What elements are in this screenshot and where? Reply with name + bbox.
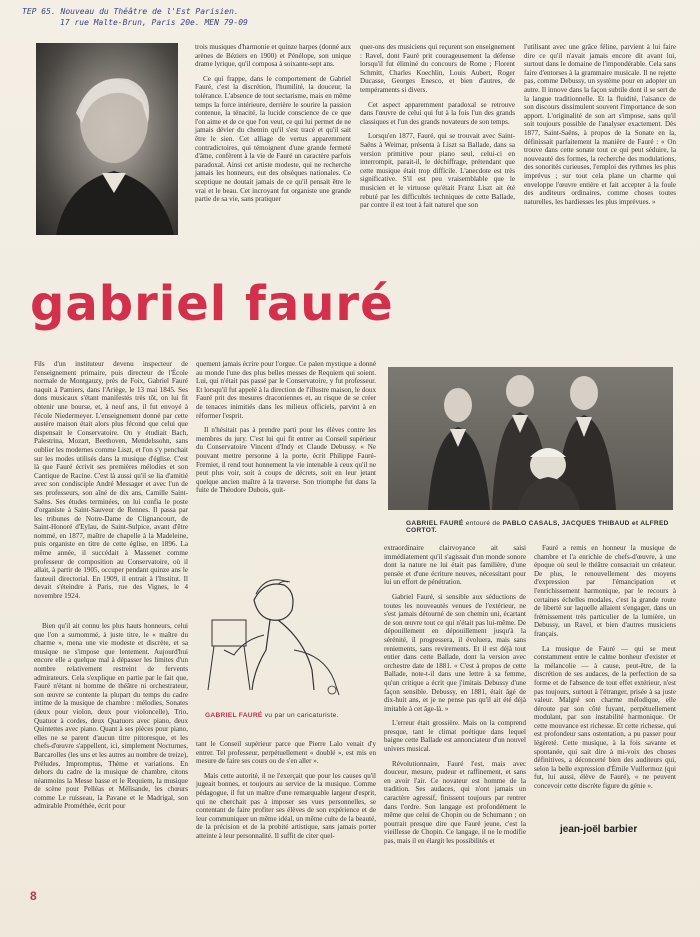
bottom-column-3a: [384, 544, 526, 852]
paragraph: La musique de Fauré — qui se meut constamment entre le calme bonheur d'exister et la mélancolie — à cause, peut-être, de la discrétion de ses audaces, de la perfection de sa forme et de l'absence de tout effet extérieur, n'est pas toujours, surtout à l'étranger, prisée à sa juste valeur. Malgré son charme mélodique, elle déroute par son côté fuyant, perpétuellement modulant, par son instabilité harmonique. Or cette mouvance est richesse. Et cette richesse, qui est profondeur sans ostentation, a pu passer pour légèreté. Cette musique, à la fois savante et spontanée, qui sait dire à mi-voix des choses définitives, a déconcerté bien des auditeurs qui, selon la belle expression d'Émile Vuillermoz (qui fut, lui aussi, élève de Fauré), « ne peuvent concevoir cette discrète figure du génie ».: [534, 644, 676, 791]
caption-text: entouré de: [465, 520, 501, 527]
caption-text: vu par un caricaturiste.: [264, 712, 339, 719]
caption-name: GABRIEL FAURÉ: [205, 712, 263, 719]
paragraph: trois musiques d'harmonie et quinze harpes (donné aux arènes de Béziers en 1900) et Pénélope, son unique drame lyrique, qu'il composa à soixante-sept ans.: [195, 43, 351, 69]
paragraph: l'utilisant avec une grâce féline, parvient à lui faire dire ce qu'il n'avait jamais encore dit avant lui, surtout dans le domaine de l'impondérable. Cela sans faire d'entorses à la grammaire musicale. Il ne rejette pas, comme Debussy, un système pour en adopter un autre. Il innove dans la façon subtile dont il se sert de la langue traditionnelle. Et la fluidité, l'aisance de son discours dissimulent souvent l'importance de son apport. L'originalité de son art s'impose, sans qu'il soit toujours possible de l'analyser exactement. Dès 1877, Saint-Saëns, à propos de la Sonate en la, définissait parfaitement la manière de Fauré : « On trouve dans cette sonate tout ce qui peut séduire, la nouveauté des formes, la recherche des modulations, des sonorités curieuses, l'emploi des rythmes les plus imprévus ; sur tout cela plane un charme qui enveloppe l'œuvre entière et fait accepter à la foule des auditeurs ordinaires, comme choses toutes naturelles, les hardiesses les plus imprévues. »: [524, 43, 676, 206]
bottom-column-1b: [34, 622, 188, 817]
paragraph: Révolutionnaire, Fauré l'est, mais avec douceur, mesure, pudeur et raffinement, et sans en avoir l'air. Ce novateur est homme de la tradition. Ses audaces, qui n'ont jamais un caractère agressif, finissent toujours par rentrer dans l'ordre. Son langage est profondément le même que celui de Chopin ou de Schumann ; on pourrait presque dire que Fauré jeune, c'est la vieillesse de Chopin. Ce langage, il ne le modifie pas, mais il en élargit les possibilités et: [384, 759, 526, 845]
paragraph: Cet aspect apparemment paradoxal se retrouve dans l'œuvre de celui qui fut à la fois l'un des grands classiques et l'un des grands novateurs de son temps.: [360, 100, 515, 126]
caption-people: PABLO CASALS, JACQUES THIBAUD et ALFRED CORTOT.: [406, 520, 669, 534]
paragraph: quer-ons des musiciens qui reçurent son enseignement : Ravel, dont Fauré prit courageusement la défense lorsqu'il fut éliminé du concours de Rome ; Florent Schmitt, Charles Koechlin, Louis Aubert, Roger Ducasse, Georges Enesco, et bien d'autres, de tempéraments si divers.: [360, 43, 515, 94]
paragraph: Ce qui frappe, dans le comportement de Gabriel Fauré, c'est la discrétion, l'humilité, la douceur, la tolérance. L'absence de tout sectarisme, mais en même temps la force intérieure, derrière le sourire la passion contenue, la ténacité, la lucide conscience de ce que l'on aime et de ce que l'on veut, ce qui lui permet de ne jamais dévier du chemin qu'il s'est tracé et qu'il sait être le sien. Cet alliage de vertus apparemment contradictoires, qui témoignent d'une grande fermeté d'âme, confèrent à la vie de Fauré un caractère parfois paradoxal. Ainsi cet artiste modeste, qui ne recherche jamais les honneurs, eut des obsèques nationales. Ce sceptique ne doutait jamais de ce qu'il pensait être le vrai et le beau. Cet incroyant fut organiste une grande partie de sa vie, sans pratiquer: [195, 74, 351, 204]
bottom-column-2a: [196, 360, 376, 501]
portrait-silhouette: [36, 43, 178, 235]
bottom-column-2b: [196, 740, 376, 847]
group-photo-figures: [388, 367, 673, 510]
caricature-illustration: [194, 560, 370, 706]
caption-name: GABRIEL FAURÉ: [406, 520, 464, 527]
handwritten-annotation-address: 17 rue Malte-Brun, Paris 20e. MEN 79-09: [60, 18, 248, 27]
paragraph: Gabriel Fauré, si sensible aux séductions de toutes les nouveautés venues de l'extérieur, ne s'est jamais détourné de son chemin uni, écartant de son œuvre tout ce qui n'était pas lui-même. De dépouillement en dépouillement jusqu'à la sérénité, il progressera, il évoluera, mais sans reniements, sans revirements. Et il est déjà tout entier dans cette Ballade, dont la version avec orchestre date de 1881. « C'est à propos de cette Ballade, note-t-il dans une lettre à sa femme, qu'un critique a écrit que j'imitais Debussy d'une façon sensible. Debussy, en 1881, était âgé de dix-huit ans, et je ne pense pas qu'il ait été déjà imitable à cet âge-là. »: [384, 592, 526, 713]
top-column-2: [360, 43, 515, 216]
paragraph: extraordinaire clairvoyance ait saisi immédiatement qu'il s'agissait d'un monde sonore dont la nature ne lui était pas familière, d'une pensée et d'une écriture neuves, nécessitant pour lui un effort de pénétration.: [384, 544, 526, 587]
cartoon-caption: [205, 712, 339, 719]
bottom-column-1a: [34, 360, 188, 607]
page-number: 8: [30, 889, 37, 903]
paragraph: Bien qu'il ait connu les plus hauts honneurs, celui que l'on a surnommé, à juste titre, le « maître du charme », mena une vie modeste et discrète, et sa musique ne s'impose que lentement. Aujourd'hui encore elle a quelque mal à dépasser les limites d'un nombre relativement restreint de fervents admirateurs. Cela s'explique en partie par le fait que, Fauré n'étant ni homme de théâtre ni orchestrateur, son œuvre se contente la plupart du temps du cadre intime de la musique de chambre : mélodies, Sonates (deux pour violon, deux pour violoncelle), Trio, Quatuor à cordes, deux Quatuors avec piano, deux Quintettes avec piano. Quant à ses pièces pour piano, elles ne se parent d'aucun titre pittoresque, et les chefs-d'œuvre s'appellent, ici, simplement Nocturnes, Barcarolles (les uns et les autres au nombre de treize), Préludes, Impromptus, Thème et variations. En dehors du cadre de la musique de chambre, citons néanmoins la Messe basse et le Requiem, la musique de scène pour Pelléas et Mélisande, les chœurs comme Le ruisseau, la Pavane et le Madrigal, son admirable Prométhée, écrit pour: [34, 622, 188, 811]
article-title: gabriel fauré: [30, 276, 394, 332]
paragraph: Mais cette autorité, il ne l'exerçait que pour les causes qu'il jugeait bonnes, et toujours au service de la musique. Comme pédagogue, il fut un maître d'une remarquable largeur d'esprit, qui ne cherchait pas à imposer ses vues personnelles, se contentant de faire profiter ses élèves de son expérience et de leur communiquer un même idéal, un même culte de la beauté, de la précision et de la probité artistique, sans jamais porter atteinte à leur personnalité. Il suffit de citer quel-: [196, 771, 376, 840]
handwritten-annotation: TEP 65. Nouveau du Théâtre de l'Est Parisien.: [22, 7, 239, 16]
top-column-1: [195, 43, 351, 210]
bottom-column-3b: [534, 544, 676, 797]
paragraph: Fils d'un instituteur devenu inspecteur de l'enseignement primaire, puis directeur de l'École normale de Montgauzy, près de Foix, Gabriel Fauré naquit à Pamiers, dans l'Ariège, le 13 mai 1845. Ses dons musicaux s'étant manifestés très tôt, on lui fit obtenir une bourse, et, à neuf ans, il fut envoyé à l'école Niedermeyer. L'enseignement donné par cette austère maison était alors plus fécond que celui que dispensait le Conservatoire. On y étudiait Bach, Palestrina, Mozart, Beethoven, Mendelssohn, sans oublier les modernes comme Liszt, et l'on s'y penchait sur les modes utilisés dans la musique d'église. C'est là que Fauré écrivit ses premières mélodies et son Cantique de Racine. C'est là aussi qu'il se lia d'amitié avec son condisciple André Messager et avec l'un de ses professeurs, son aîné de dix ans, Camille Saint-Saëns. Ses études terminées, on lui confia le poste d'organiste à Saint-Sauveur de Rennes. Il passa par les tribunes de Notre-Dame de Clignancourt, de Saint-Honoré d'Eylau, de Saint-Sulpice, avant d'être nommé, en 1877, maître de chapelle à la Madeleine, puis organiste en titre de cette église, en 1896. La même année, il succédait à Massenet comme professeur de composition au Conservatoire, où il allait, à partir de 1905, occuper pendant quinze ans le fauteuil directorial. En 1909, il entrait à l'Institut. Il devait s'éteindre à Paris, rue des Vignes, le 4 novembre 1924.: [34, 360, 188, 601]
group-photo: [388, 367, 673, 510]
group-photo-caption: [406, 520, 700, 534]
paragraph: Fauré a remis en honneur la musique de chambre et l'a enrichie de chefs-d'œuvre, à une époque où seul le théâtre consacrait un créateur. De plus, le renouvellement des moyens d'expression par l'émancipation et l'enrichissement harmonique, par le recours à certaines échelles modales, c'est la grande route de liberté sur laquelle allaient s'engager, dans un frémissement très particulier de la lumière, un Debussy, un Ravel, et bien d'autres musiciens français.: [534, 544, 676, 638]
top-column-3: [524, 43, 676, 212]
paragraph: quement jamais écrire pour l'orgue. Ce païen mystique a donné au monde l'une des plus belles messes de Requiem qui soient. Lui, qui n'était pas passé par le Conservatoire, y fut professeur. Et lorsqu'il fut appelé à la direction de l'illustre maison, le doux Fauré prit des mesures draconiennes et, au risque de se créer de tenaces inimitiés dans les milieux officiels, parvint à en réformer l'esprit.: [196, 360, 376, 420]
paragraph: L'erreur était grossière. Mais on la comprend presque, tant le climat poétique dans lequel baigne cette Ballade est annonciateur d'un nouvel univers musical.: [384, 719, 526, 754]
portrait-photo: [36, 43, 178, 235]
paragraph: Lorsqu'en 1877, Fauré, qui se trouvait avec Saint-Saëns à Weimar, présenta à Liszt sa Ballade, dans sa version primitive pour piano seul, celui-ci en interrompit, parait-il, le déchiffrage, prétendant que cette musique était trop difficile. L'anecdote est très significative. S'il est peu vraisemblable que le musicien et le virtuose qu'était Franz Liszt ait été rebuté par les difficultés techniques de cette Ballade, par contre il est tout à fait naturel que son: [360, 132, 515, 210]
paragraph: Il n'hésitait pas à prendre parti pour les élèves contre les membres du jury. C'est lui qui fit entrer au Conseil supérieur du Conservatoire Vincent d'Indy et Claude Debussy. « Ne pouvant mettre personne à la porte, écrit Philippe Fauré-Fremiet, il rend tout honnement la vie intenable à ceux qu'il ne peut plus voir, soit à coups de décrets, soit en leur jetant quelque ancien maître à la traverse. Son triomphe fut dans la fuite de Théodore Dubois, quit-: [196, 426, 376, 495]
author-byline: jean-joël barbier: [560, 824, 638, 835]
paragraph: tant le Conseil supérieur parce que Pierre Lalo venait d'y entrer. Tel professeur, perpétuellement « doublé », est mis en mesure de faire ses cours ou de s'en aller ».: [196, 740, 376, 766]
caricature-drawing: [194, 560, 370, 706]
